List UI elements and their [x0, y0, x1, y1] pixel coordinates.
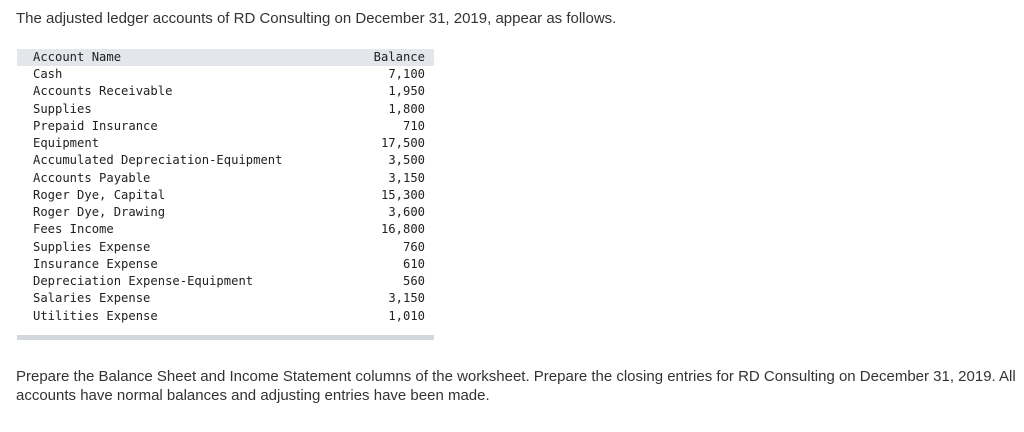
account-name-cell: Fees Income: [33, 222, 114, 237]
balance-cell: 3,500: [388, 153, 425, 168]
table-header: [17, 49, 434, 66]
table-footer-bar: [17, 335, 434, 340]
table-body: [17, 66, 434, 325]
account-name-cell: Salaries Expense: [33, 291, 151, 306]
account-name-cell: Roger Dye, Drawing: [33, 205, 166, 219]
balance-cell: 710: [402, 118, 425, 133]
balance-cell: 3,150: [388, 291, 425, 306]
balance-cell: 17,500: [380, 136, 425, 150]
intro-text: The adjusted ledger accounts of RD Consulting on December 31, 2019, appear as follows.: [16, 10, 617, 27]
account-name-cell: Accounts Payable: [33, 170, 151, 185]
account-name-cell: Insurance Expense: [33, 256, 158, 271]
account-name-cell: Supplies Expense: [33, 239, 151, 254]
table-row: [17, 308, 434, 325]
balance-cell: 7,100: [388, 67, 425, 81]
balance-cell: 16,800: [380, 222, 425, 237]
account-name-cell: Depreciation Expense-Equipment: [33, 274, 254, 288]
balance-cell: 15,300: [380, 187, 425, 202]
account-name-cell: Utilities Expense: [33, 308, 158, 323]
account-name-cell: Accumulated Depreciation-Equipment: [33, 153, 283, 168]
header-balance: Balance: [373, 50, 425, 64]
instructions-text: Prepare the Balance Sheet and Income Statement columns of the worksheet. Prepare the closing entries for RD Consulting on December 31, 2019. All accounts have normal balances and adjusting entries have been made.: [16, 368, 1016, 404]
table-row: [17, 239, 434, 256]
balance-cell: 610: [402, 256, 425, 271]
account-name-cell: Accounts Receivable: [33, 84, 173, 99]
balance-cell: 1,010: [388, 308, 425, 323]
account-name-cell: Equipment: [33, 136, 100, 150]
balance-cell: 1,950: [388, 84, 425, 99]
ledger-table: [17, 49, 434, 340]
table-row: [17, 170, 434, 187]
account-name-cell: Supplies: [33, 101, 92, 116]
balance-cell: 560: [402, 274, 425, 288]
table-row: [17, 66, 434, 83]
account-name-cell: Prepaid Insurance: [33, 118, 158, 133]
balance-cell: 1,800: [388, 101, 425, 116]
table-row: [17, 204, 434, 221]
balance-cell: 760: [402, 239, 425, 254]
table-row: [17, 273, 434, 290]
table-row: [17, 118, 434, 135]
account-name-cell: Cash: [33, 67, 63, 81]
table-row: [17, 187, 434, 204]
table-row: [17, 290, 434, 307]
balance-cell: 3,600: [388, 205, 425, 219]
table-row: [17, 152, 434, 169]
table-row: [17, 135, 434, 152]
account-name-cell: Roger Dye, Capital: [33, 187, 166, 202]
table-row: [17, 83, 434, 100]
table-row: [17, 221, 434, 238]
balance-cell: 3,150: [388, 170, 425, 185]
table-row: [17, 101, 434, 118]
table-row: [17, 256, 434, 273]
header-account-name: Account Name: [33, 50, 122, 64]
